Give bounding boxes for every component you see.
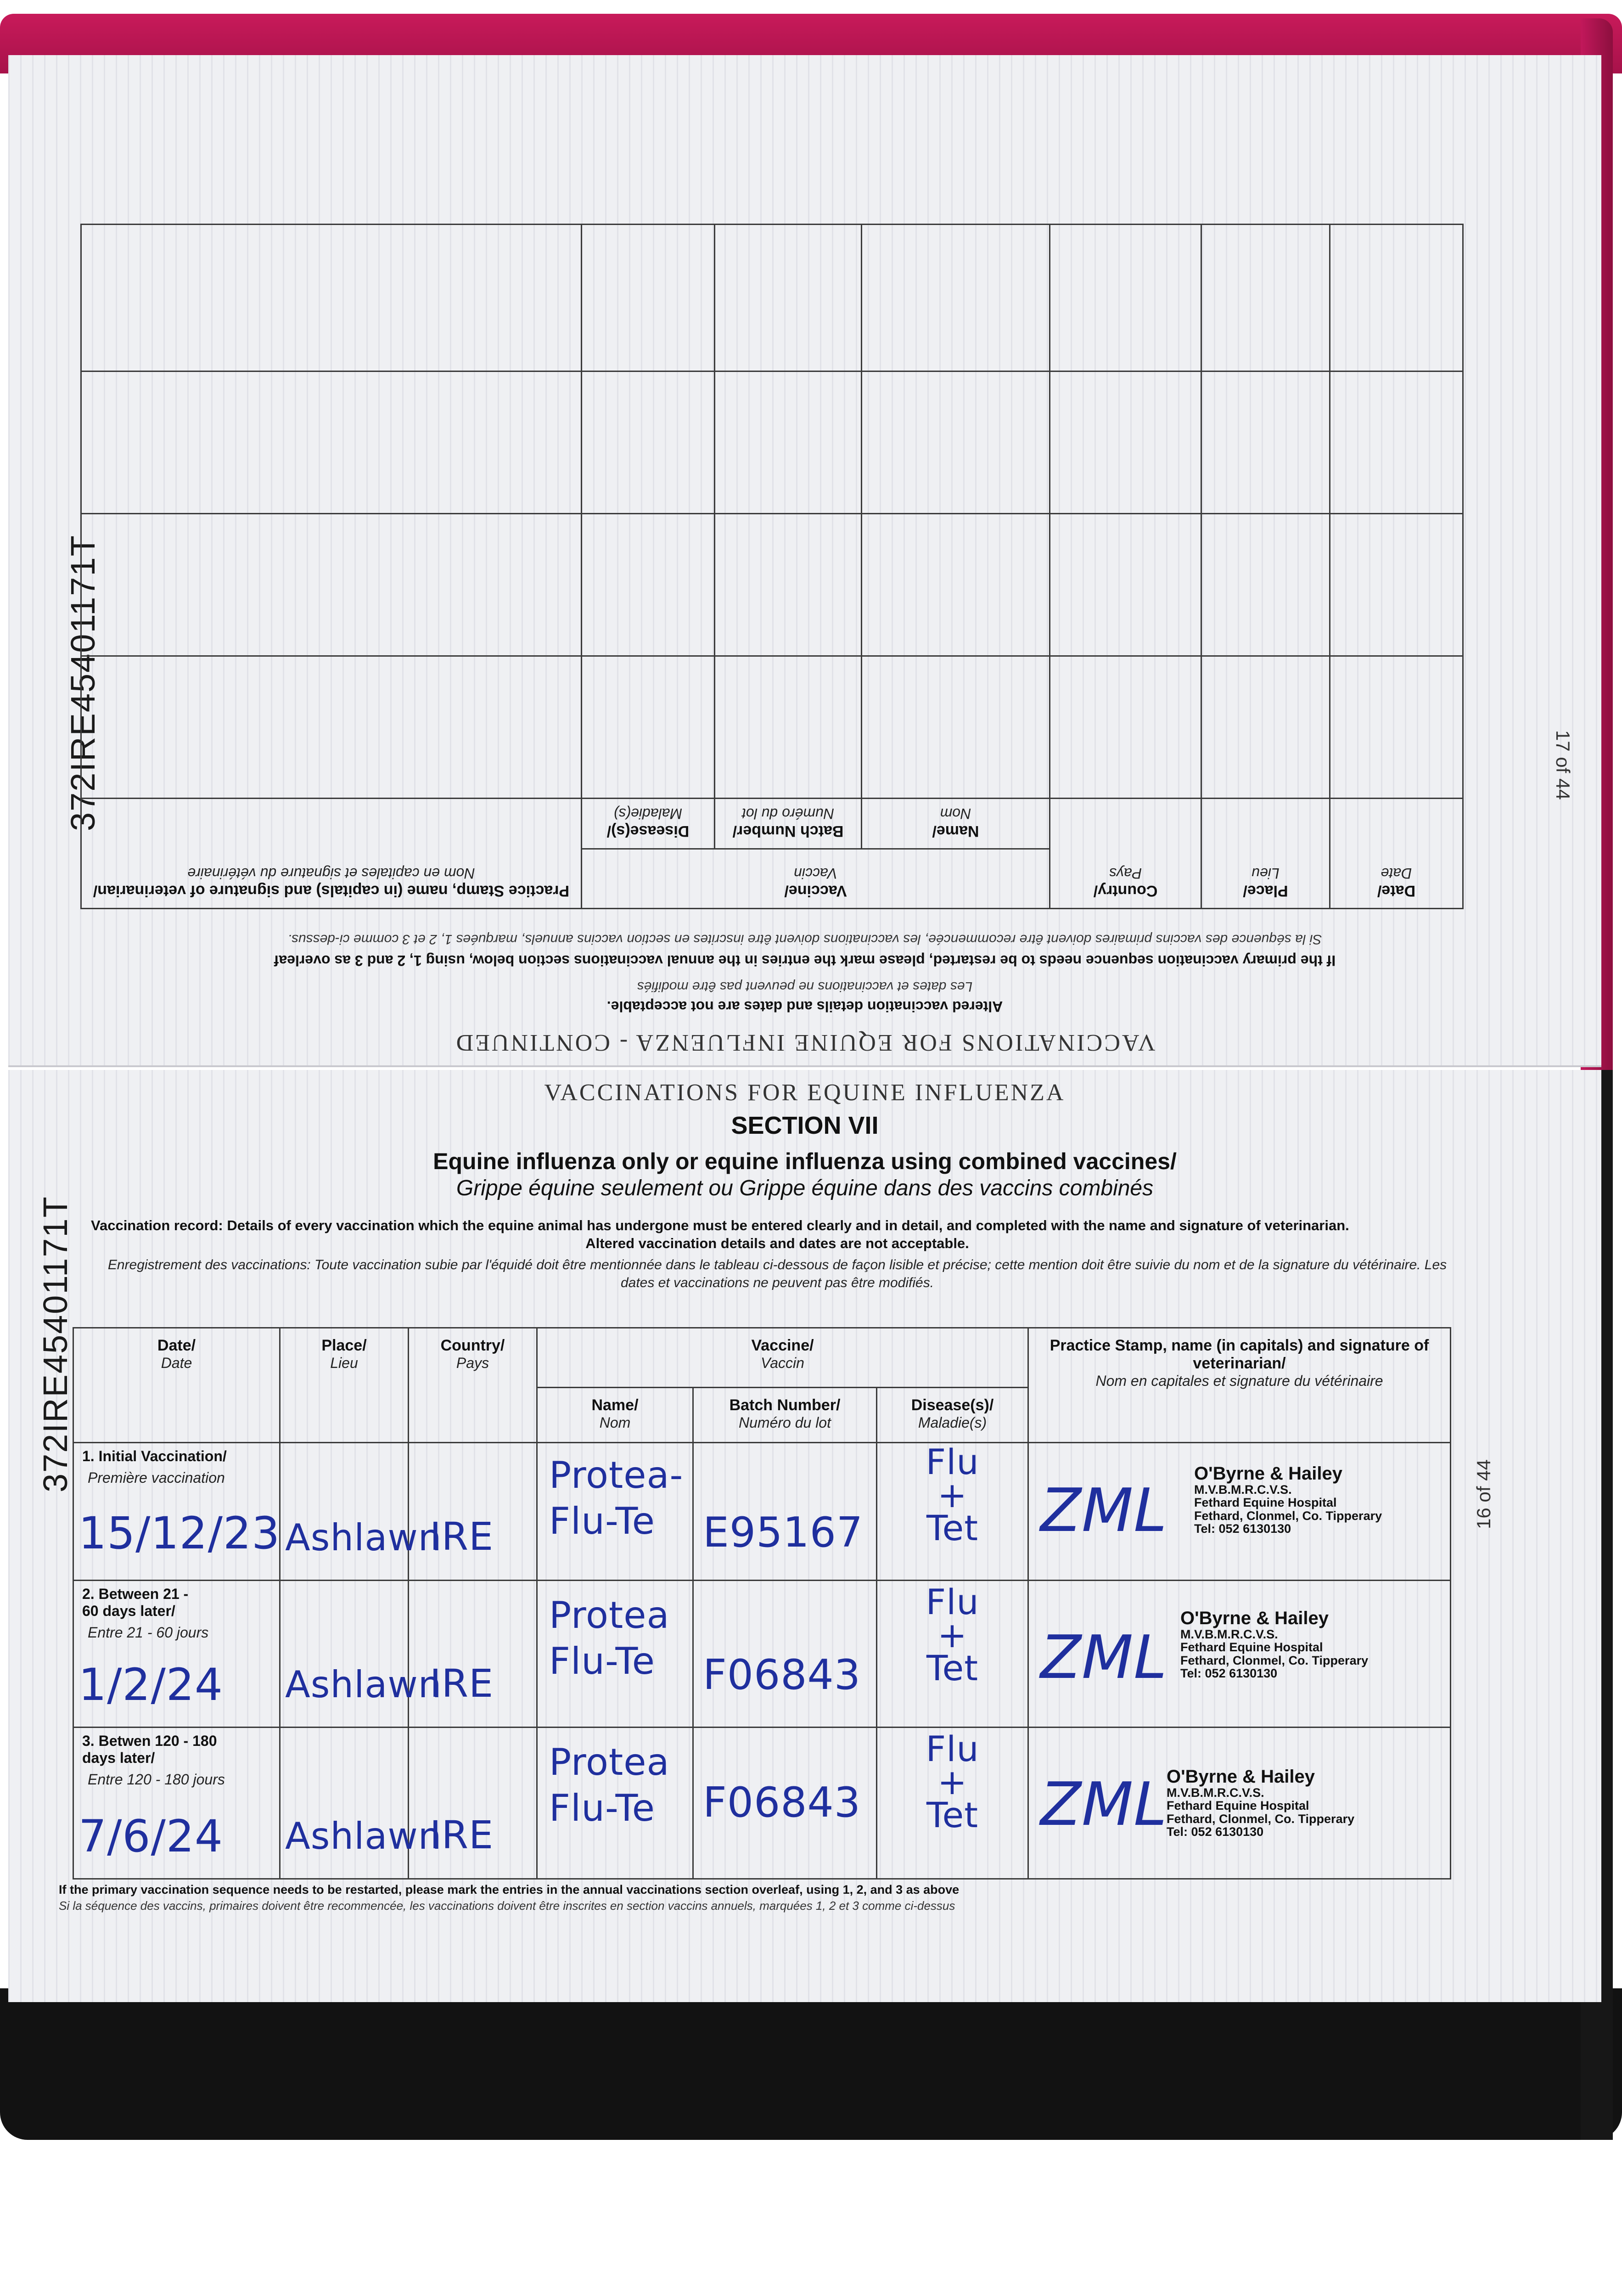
handwritten-batch: F06843	[703, 1651, 861, 1699]
header-place: Place/ Lieu	[1201, 799, 1330, 909]
practice-stamp: O'Byrne & Hailey M.V.B.M.R.C.V.S. Fethard Equine Hospital Fethard, Clonmel, Co. Tipperary Tel: 052 6130130	[1194, 1463, 1382, 1536]
practice-stamp: O'Byrne & Hailey M.V.B.M.R.C.V.S. Fethard Equine Hospital Fethard, Clonmel, Co. Tipperary Tel: 052 6130130	[1167, 1767, 1355, 1839]
handwritten-batch: E95167	[703, 1508, 864, 1557]
vet-signature: ZML	[1040, 1769, 1167, 1839]
handwritten-country: IRE	[430, 1661, 494, 1706]
vaccination-row-2	[73, 1581, 1451, 1728]
page-number: 16 of 44	[1473, 1459, 1494, 1529]
page-16	[8, 1070, 1601, 2002]
handwritten-country: IRE	[430, 1514, 494, 1559]
header-country: Country/ Pays	[409, 1328, 537, 1443]
handwritten-disease: Flu + Tet	[926, 1441, 979, 1549]
upper-vaccination-table	[80, 224, 1464, 909]
header-batch: Batch Number/ Numéro du lot	[715, 799, 862, 849]
batch-cell	[693, 1581, 877, 1728]
practice-stamp: O'Byrne & Hailey M.V.B.M.R.C.V.S. Fethard Equine Hospital Fethard, Clonmel, Co. Tipperary Tel: 052 6130130	[1180, 1608, 1369, 1681]
vaccination-record-instructions-fr: Enregistrement des vaccinations: Toute vaccination subie par l'équidé doit être mentionnée dans le tableau ci-dessous de façon lisible et précise; cette mention doit être suivie du nom et de la signature du vétérinaire. Les dates et vaccinations ne peuvent pas être modifiés.	[107, 1257, 1447, 1290]
stamp-cell	[1028, 1581, 1451, 1728]
header-disease: Disease(s)/ Maladie(s)	[581, 799, 714, 849]
section-subtitle: Equine influenza only or equine influenza using combined vaccines/	[433, 1148, 1177, 1174]
header-name: Name/ Nom	[862, 799, 1050, 849]
page-number: 17 of 44	[1552, 730, 1574, 800]
batch-cell	[693, 1443, 877, 1581]
handwritten-disease: Flu + Tet	[926, 1581, 979, 1689]
place-cell	[280, 1581, 442, 1728]
handwritten-vaccine-name: Protea Flu-Te	[549, 1741, 670, 1829]
handwritten-disease: Flu + Tet	[926, 1728, 979, 1836]
disease-cell	[877, 1443, 1028, 1581]
vet-signature: ZML	[1040, 1622, 1167, 1692]
stamp-cell	[1028, 1728, 1451, 1879]
header-vaccine: Vaccine/ Vaccin	[537, 1328, 1028, 1388]
header-stamp: Practice Stamp, name (in capitals) and signature of veterinarian/ Nom en capitales et signature du vétérinaire	[1028, 1328, 1451, 1443]
document-id: 372IRE45401171T	[36, 1196, 74, 1492]
vaccination-row-1	[73, 1443, 1451, 1581]
handwritten-date: 1/2/24	[79, 1659, 223, 1711]
handwritten-place: Ashlawn	[285, 1516, 442, 1559]
section-title: SECTION VII	[731, 1112, 879, 1139]
disease-cell	[877, 1581, 1028, 1728]
altered-note: Altered vaccination details and dates are not acceptable.	[606, 998, 1003, 1015]
page-title: VACCINATIONS FOR EQUINE INFLUENZA - CONTINUED	[454, 1030, 1156, 1056]
page-17	[8, 55, 1601, 1067]
handwritten-date: 7/6/24	[79, 1811, 223, 1862]
handwritten-place: Ashlawn	[285, 1663, 442, 1706]
document-id: 372IRE45401171T	[64, 535, 102, 831]
header-vaccine: Vaccine/ Vaccin	[581, 849, 1050, 909]
handwritten-date: 15/12/23	[79, 1508, 281, 1559]
country-cell	[409, 1581, 537, 1728]
date-cell: 1. Initial Vaccination/ Première vaccination 15/12/23	[73, 1443, 280, 1581]
vaccination-record-instructions: Vaccination record: Details of every vaccination which the equine animal has undergone must be entered clearly and in detail, and completed with the name and signature of veterinarian. Altered vaccination details and dates are not acceptable.	[91, 1217, 1349, 1251]
country-cell	[409, 1728, 537, 1879]
vaccine-name-cell	[537, 1728, 693, 1879]
disease-cell	[877, 1728, 1028, 1879]
header-country: Country/ Pays	[1050, 799, 1201, 909]
table-row	[81, 656, 1463, 799]
header-disease: Disease(s)/ Maladie(s)	[877, 1388, 1028, 1443]
header-batch: Batch Number/ Numéro du lot	[693, 1388, 877, 1443]
header-date: Date/ Date	[1330, 799, 1463, 909]
handwritten-vaccine-name: Protea Flu-Te	[549, 1594, 670, 1683]
page-title: VACCINATIONS FOR EQUINE INFLUENZA	[544, 1080, 1066, 1106]
table-row	[81, 371, 1463, 514]
handwritten-vaccine-name: Protea- Flu-Te	[549, 1454, 684, 1542]
passport-cover-bottom	[0, 1988, 1622, 2140]
vaccine-name-cell	[537, 1443, 693, 1581]
place-cell	[280, 1443, 442, 1581]
header-stamp: Practice Stamp, name (in capitals) and signature of veterinarian/ Nom en capitales et signature du vétérinaire	[81, 799, 581, 909]
vet-signature: ZML	[1040, 1475, 1167, 1545]
date-cell: 3. Betwen 120 - 180 days later/ Entre 120 - 180 jours 7/6/24	[73, 1728, 280, 1879]
stamp-cell	[1028, 1443, 1451, 1581]
date-cell: 2. Between 21 - 60 days later/ Entre 21 - 60 jours 1/2/24	[73, 1581, 280, 1728]
handwritten-place: Ashlawn	[285, 1815, 442, 1857]
header-date: Date/ Date	[73, 1328, 280, 1443]
upper-page-rotated-content	[8, 55, 1601, 1065]
altered-note-fr: Les dates et vaccinations ne peuvent pas être modifiés	[637, 979, 973, 994]
header-name: Name/ Nom	[537, 1388, 693, 1443]
header-place: Place/ Lieu	[280, 1328, 409, 1443]
table-row	[81, 225, 1463, 371]
section-subtitle-fr: Grippe équine seulement ou Grippe équine dans des vaccins combinés	[456, 1176, 1154, 1200]
batch-cell	[693, 1728, 877, 1879]
restart-note: If the primary vaccination sequence needs to be restarted, please mark the entries in the annual vaccinations section overleaf, using 1, 2, and 3 as above	[59, 1883, 960, 1896]
country-cell	[409, 1443, 537, 1581]
primary-vaccination-table	[73, 1327, 1451, 1880]
restart-note-fr: Si la séquence des vaccins, primaires doivent être recommencée, les vaccinations doivent être inscrites en section vaccins annuels, marquées 1, 2 et 3 comme ci-dessus	[59, 1899, 955, 1913]
vaccination-row-3	[73, 1728, 1451, 1879]
table-row	[81, 514, 1463, 656]
restart-note-fr: Si la séquence des vaccins primaires doivent être recommencée, les vaccinations doivent être inscrites en section vaccins annuels, marquées 1, 2 et 3 comme ci-dessus.	[287, 932, 1322, 947]
place-cell	[280, 1728, 442, 1879]
vaccine-name-cell	[537, 1581, 693, 1728]
handwritten-country: IRE	[430, 1812, 494, 1857]
handwritten-batch: F06843	[703, 1778, 861, 1827]
restart-note: If the primary vaccination sequence needs to be restarted, please mark the entries in the annual vaccinations section below, using 1, 2 and 3 as overleaf	[274, 952, 1336, 969]
